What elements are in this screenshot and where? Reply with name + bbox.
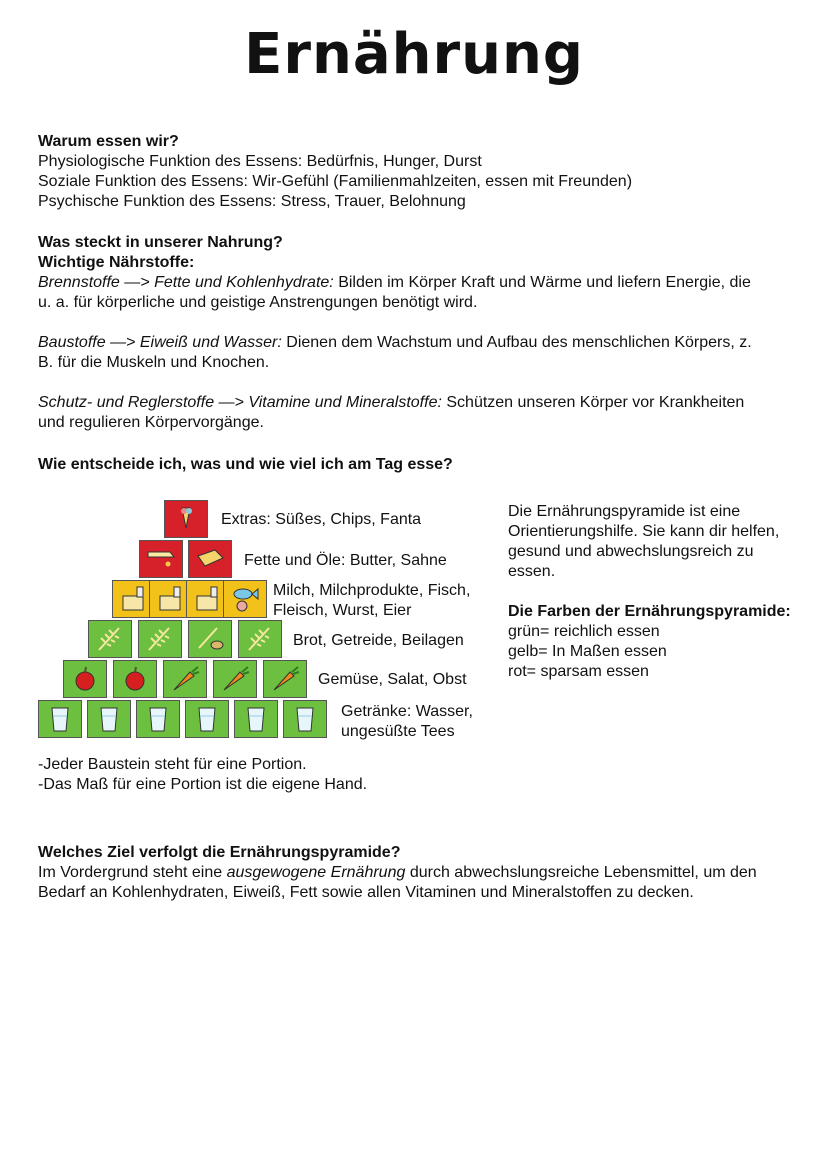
pyramid-label-fats: Fette und Öle: Butter, Sahne	[244, 552, 447, 569]
pyramid-label-extras: Extras: Süßes, Chips, Fanta	[221, 511, 422, 528]
heading-why-eat: Warum essen wir?	[38, 133, 179, 150]
text-line: Psychische Funktion des Essens: Stress, Trauer, Belohnung	[38, 193, 466, 210]
pyramid-tile-carrot	[163, 660, 207, 698]
pyramid-tile-water	[185, 700, 229, 738]
glass-icon	[141, 704, 175, 734]
carrot-icon	[268, 664, 302, 694]
pyramid-tile-water	[234, 700, 278, 738]
pyramid-tile-apple	[63, 660, 107, 698]
potato-icon	[193, 624, 227, 654]
section-nutrients	[38, 233, 758, 433]
italic-term: Brennstoffe —> Fette und Kohlenhydrate:	[38, 274, 334, 291]
glass-icon	[43, 704, 77, 734]
apple-icon	[68, 664, 102, 694]
note-line: -Jeder Baustein steht für eine Portion.	[38, 756, 307, 773]
heading-decide: Wie entscheide ich, was und wie viel ich am Tag esse?	[38, 456, 453, 473]
glass-icon	[288, 704, 322, 734]
glass-icon	[190, 704, 224, 734]
wheat-icon	[143, 624, 177, 654]
paragraph-text: Im Vordergrund steht eine	[38, 864, 227, 881]
milk-icon	[191, 584, 225, 614]
pyramid-tile-oil	[139, 540, 183, 578]
label-line: Milch, Milchprodukte, Fisch,	[273, 582, 471, 599]
italic-term: Schutz- und Reglerstoffe —> Vitamine und Mineralstoffe:	[38, 394, 442, 411]
oil-bottle-icon	[144, 544, 178, 574]
heading-colors: Die Farben der Ernährungspyramide:	[508, 603, 791, 620]
wheat-icon	[243, 624, 277, 654]
paragraph-text: Bilden im Körper Kraft und Wärme und liefern Energie, die u. a. für körperliche und geistige Anstrengungen benötigt wird.	[38, 274, 751, 311]
apple-icon	[118, 664, 152, 694]
pyramid-explanation: Die Ernährungspyramide ist eine Orientierungshilfe. Sie kann dir helfen, gesund und abwechslungsreich zu essen.	[508, 503, 780, 580]
pyramid-tile-fish	[223, 580, 267, 618]
label-line: ungesüßte Tees	[341, 723, 455, 740]
pyramid-colors	[508, 602, 823, 682]
paragraph-text: Dienen dem Wachstum und Aufbau des menschlichen Körpers, z. B. für die Muskeln und Knochen.	[38, 334, 752, 371]
section-goal	[38, 843, 768, 903]
paragraph-brennstoffe	[38, 273, 758, 313]
subheading-nutrients: Wichtige Nährstoffe:	[38, 254, 195, 271]
pyramid-tile-water	[87, 700, 131, 738]
pyramid-notes	[38, 755, 798, 795]
milk-icon	[154, 584, 188, 614]
text-line: Soziale Funktion des Essens: Wir-Gefühl (Familienmahlzeiten, essen mit Freunden)	[38, 173, 633, 190]
pyramid-tile-apple	[113, 660, 157, 698]
paragraph-schutzstoffe	[38, 393, 758, 433]
pyramid-tile-water	[38, 700, 82, 738]
glass-icon	[239, 704, 273, 734]
section-why-eat	[38, 132, 798, 212]
pyramid-label-drinks	[341, 702, 473, 742]
label-line: Fleisch, Wurst, Eier	[273, 602, 412, 619]
italic-term: Baustoffe —> Eiweiß und Wasser:	[38, 334, 282, 351]
italic-term: ausgewogene Ernährung	[226, 864, 406, 881]
pyramid-tile-carrot	[213, 660, 257, 698]
pyramid-tile-water	[283, 700, 327, 738]
pyramid-tile-grain	[88, 620, 132, 658]
pyramid-tile-extras	[164, 500, 208, 538]
heading-goal: Welches Ziel verfolgt die Ernährungspyramide?	[38, 844, 401, 861]
note-line: -Das Maß für eine Portion ist die eigene Hand.	[38, 776, 368, 793]
pyramid-tile-grain	[238, 620, 282, 658]
label-line: Getränke: Wasser,	[341, 703, 473, 720]
fish-icon	[228, 584, 262, 614]
pyramid-tile-grain	[138, 620, 182, 658]
sweets-icon	[169, 504, 203, 534]
color-meaning-green: grün= reichlich essen	[508, 623, 660, 640]
paragraph-text: Schützen unseren Körper vor Krankheiten und regulieren Körpervorgänge.	[38, 394, 745, 431]
paragraph-text: durch abwechslungsreiche Lebensmittel, um den Bedarf an Kohlenhydraten, Eiweiß, Fett sowie allen Vitaminen und Mineralstoffen zu decken.	[38, 864, 757, 901]
pyramid-label-vegetables: Gemüse, Salat, Obst	[318, 671, 467, 688]
pyramid-tile-carrot	[263, 660, 307, 698]
pyramid-tile-potato	[188, 620, 232, 658]
page-title: Ernährung	[244, 22, 584, 87]
pyramid-tile-water	[136, 700, 180, 738]
paragraph-goal	[38, 863, 768, 903]
pyramid-tile-butter	[188, 540, 232, 578]
pyramid-label-grain: Brot, Getreide, Beilagen	[293, 632, 464, 649]
heading-nutrients: Was steckt in unserer Nahrung?	[38, 234, 283, 251]
butter-icon	[193, 544, 227, 574]
carrot-icon	[218, 664, 252, 694]
carrot-icon	[168, 664, 202, 694]
text-line: Physiologische Funktion des Essens: Bedürfnis, Hunger, Durst	[38, 153, 482, 170]
glass-icon	[92, 704, 126, 734]
pyramid-label-milk	[273, 581, 470, 621]
wheat-icon	[93, 624, 127, 654]
paragraph-baustoffe	[38, 333, 758, 373]
color-meaning-yellow: gelb= In Maßen essen	[508, 643, 667, 660]
color-meaning-red: rot= sparsam essen	[508, 663, 649, 680]
milk-icon	[117, 584, 151, 614]
